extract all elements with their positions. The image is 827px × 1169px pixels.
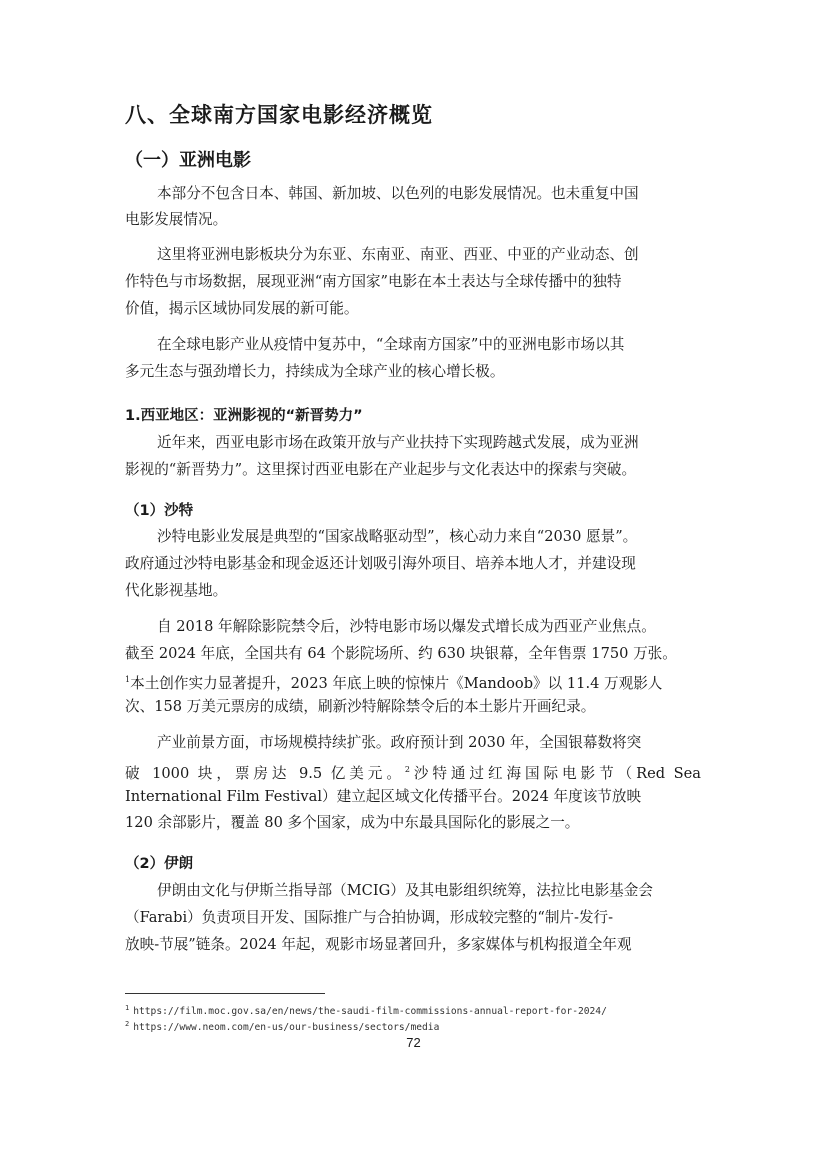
subsection-heading: （2）伊朗	[125, 856, 194, 872]
paragraph-line: 120 余部影片，覆盖 80 多个国家，成为中东最具国际化的影展之一。	[125, 814, 580, 831]
paragraph-line: 本部分不包含日本、韩国、新加坡、以色列的电影发展情况。也未重复中国	[157, 185, 639, 202]
footnote-link[interactable]: https://www.neom.com/en-us/our-business/sectors/media	[133, 1022, 440, 1034]
paragraph-line: 多元生态与强劲增长力，持续成为全球产业的核心增长极。	[125, 363, 505, 380]
paragraph-line: （Farabi）负责项目开发、国际推广与合拍协调，形成较完整的“制片-发行-	[125, 909, 614, 926]
paragraph-line: 政府通过沙特电影基金和现金返还计划吸引海外项目、培养本地人才，并建设现	[125, 555, 636, 572]
paragraph-line: International Film Festival）建立起区域文化传播平台。2024 年度该节放映	[125, 788, 642, 805]
paragraph-line: 影视的“新晋势力”。这里探讨西亚电影在产业起步与文化表达中的探索与突破。	[125, 461, 637, 478]
page-number: 72	[406, 1035, 421, 1050]
paragraph-line: 在全球电影产业从疫情中复苏中，“全球南方国家”中的亚洲电影市场以其	[157, 336, 625, 353]
paragraph-line	[125, 670, 662, 694]
paragraph-text: 本土创作实力显著提升，2023 年底上映的惊悚片《Mandoob》以 11.4 万观影人	[130, 674, 663, 692]
paragraph-line: 次、158 万美元票房的成绩，刷新沙特解除禁令后的本土影片开画纪录。	[125, 698, 596, 715]
footnote-marker: 1	[125, 675, 131, 684]
chapter-heading: 八、全球南方国家电影经济概览	[125, 103, 433, 127]
paragraph-line: 截至 2024 年底，全国共有 64 个影院场所、约 630 块银幕，全年售票 1750 万张。	[125, 645, 677, 662]
paragraph-line: 电影发展情况。	[125, 211, 228, 228]
footnote-number: 2	[125, 1020, 130, 1028]
paragraph-text: 沙特通过红海国际电影节（Red Sea	[409, 764, 701, 782]
paragraph-line: 代化影视基地。	[125, 582, 228, 599]
footnote-number: 1	[125, 1004, 130, 1012]
paragraph-line: 作特色与市场数据，展现亚洲“南方国家”电影在本土表达与全球传播中的独特	[125, 273, 622, 290]
paragraph-line: 价值，揭示区域协同发展的新可能。	[125, 300, 359, 317]
footnote-marker: 2	[404, 765, 410, 774]
section-heading: （一）亚洲电影	[125, 150, 251, 171]
paragraph-line: 这里将亚洲电影板块分为东亚、东南亚、南亚、西亚、中亚的产业动态、创	[157, 246, 639, 263]
footnote-link[interactable]: https://film.moc.gov.sa/en/news/the-saudi-film-commissions-annual-report-for-2024/	[133, 1006, 607, 1018]
subsection-heading: 1.西亚地区：亚洲影视的“新晋势力”	[125, 408, 363, 424]
paragraph-line: 自 2018 年解除影院禁令后，沙特电影市场以爆发式增长成为西亚产业焦点。	[157, 618, 656, 635]
footnote	[125, 1004, 607, 1017]
paragraph-line	[125, 760, 701, 784]
paragraph-line: 产业前景方面，市场规模持续扩张。政府预计到 2030 年，全国银幕数将突	[157, 734, 642, 751]
footnote-divider	[125, 993, 325, 994]
paragraph-line: 近年来，西亚电影市场在政策开放与产业扶持下实现跨越式发展，成为亚洲	[157, 434, 639, 451]
paragraph-line: 放映-节展”链条。2024 年起，观影市场显著回升，多家媒体与机构报道全年观	[125, 936, 632, 953]
subsection-heading: （1）沙特	[125, 503, 194, 519]
paragraph-line: 沙特电影业发展是典型的“国家战略驱动型”，核心动力来自“2030 愿景”。	[157, 528, 638, 545]
footnote	[125, 1020, 439, 1033]
paragraph-text: 破 1000 块，票房达 9.5 亿美元。	[125, 764, 405, 782]
paragraph-line: 伊朗由文化与伊斯兰指导部（MCIG）及其电影组织统筹，法拉比电影基金会	[157, 882, 653, 899]
